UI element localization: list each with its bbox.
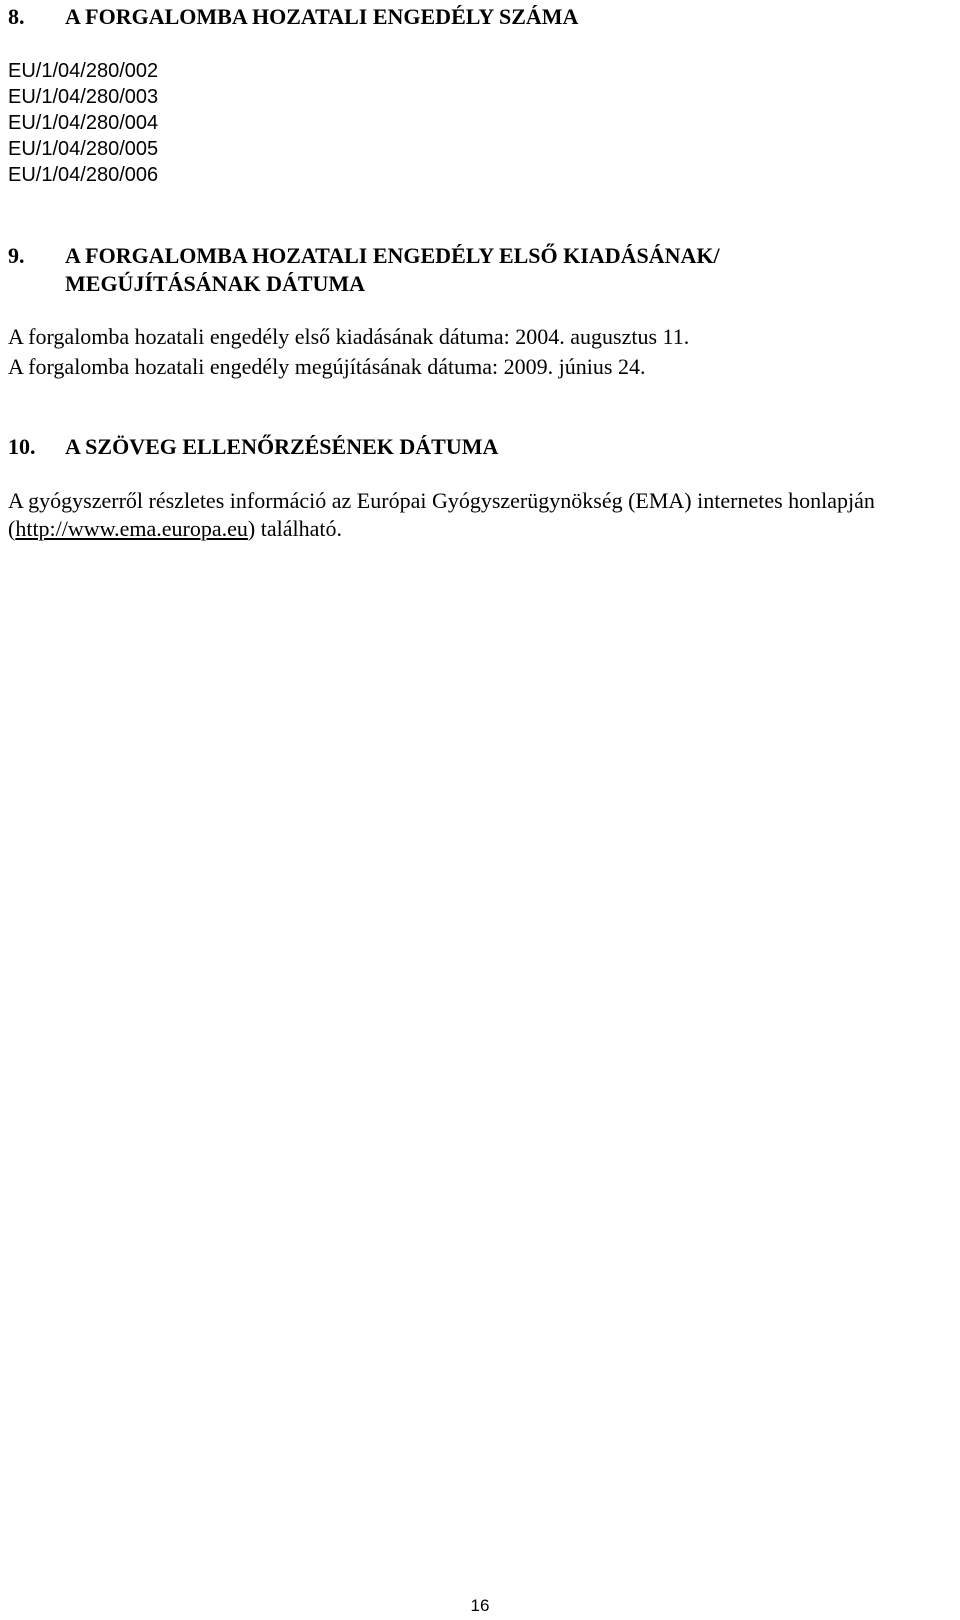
- open-paren: (: [8, 516, 16, 541]
- section-9-heading-cont: [8, 271, 365, 297]
- section-8-number: 8.: [8, 4, 25, 29]
- section-9-title-line2: MEGÚJÍTÁSÁNAK DÁTUMA: [65, 271, 366, 296]
- authorisation-number: EU/1/04/280/003: [8, 86, 159, 108]
- authorisation-number: EU/1/04/280/004: [8, 112, 159, 134]
- section-10-number: 10.: [8, 434, 36, 459]
- authorisation-number: EU/1/04/280/005: [8, 138, 159, 160]
- first-authorisation-date: A forgalomba hozatali engedély első kiadásának dátuma: 2004. augusztus 11.: [8, 324, 690, 349]
- authorisation-number: EU/1/04/280/002: [8, 60, 159, 82]
- section-8-title: A FORGALOMBA HOZATALI ENGEDÉLY SZÁMA: [65, 4, 579, 29]
- section-9-number: 9.: [8, 243, 25, 268]
- ema-website-link[interactable]: http://www.ema.europa.eu: [15, 516, 248, 541]
- renewal-date: A forgalomba hozatali engedély megújításának dátuma: 2009. június 24.: [8, 354, 646, 379]
- ema-info-text: A gyógyszerről részletes információ az Európai Gyógyszerügynökség (EMA) internetes honlapján: [8, 488, 875, 513]
- ema-info-text-cont: [8, 516, 342, 542]
- section-10-title: A SZÖVEG ELLENŐRZÉSÉNEK DÁTUMA: [65, 434, 499, 459]
- section-8-heading: [8, 4, 578, 30]
- ema-info-tail: ) található.: [247, 516, 342, 541]
- authorisation-number: EU/1/04/280/006: [8, 164, 159, 186]
- section-9-title-line1: A FORGALOMBA HOZATALI ENGEDÉLY ELSŐ KIADÁSÁNAK/: [65, 243, 720, 268]
- page-number: 16: [470, 1596, 490, 1615]
- section-10-heading: [8, 434, 498, 460]
- section-9-heading: [8, 243, 720, 269]
